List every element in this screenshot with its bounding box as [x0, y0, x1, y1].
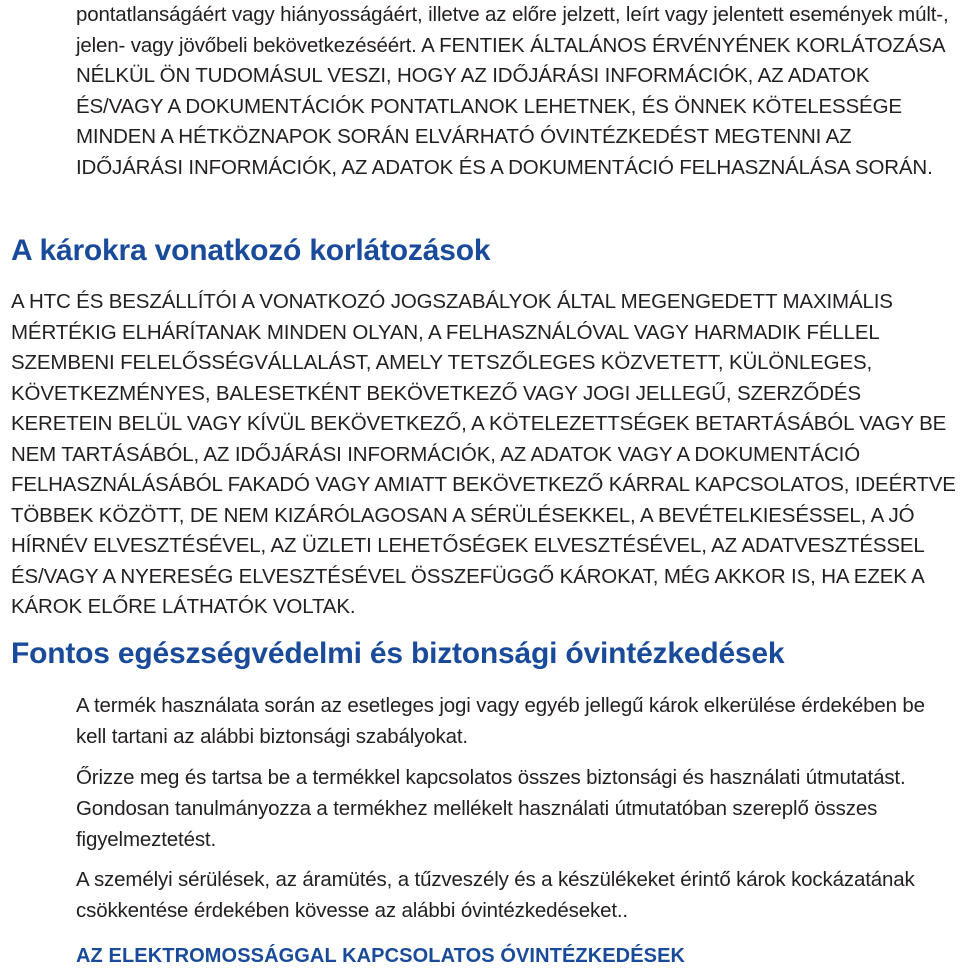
intro-paragraph: pontatlanságáért vagy hiányosságáért, illetve az előre jelzett, leírt vagy jelentett események múlt-, jelen- vagy jövőbeli bekövetkezéséért. A FENTIEK ÁLTALÁNOS ÉRVÉNYÉNEK KORLÁTOZÁSA NÉLKÜL ÖN TUDOMÁSUL VESZI, HOGY AZ IDŐJÁRÁSI INFORMÁCIÓK, AZ ADATOK ÉS/VAGY A DOKUMENTÁCIÓK PONTATLANOK LEHETNEK, ÉS ÖNNEK KÖTELESSÉGE MINDEN A HÉTKÖZNAPOK SORÁN ELVÁRHATÓ ÓVINTÉZKEDÉST MEGTENNI AZ IDŐJÁRÁSI INFORMÁCIÓK, AZ ADATOK ÉS A DOKUMENTÁCIÓ FELHASZNÁLÁSA SORÁN. [76, 3, 949, 179]
safety-paragraph-2: Őrizze meg és tartsa be a termékkel kapcsolatos összes biztonsági és használati útmutatást. Gondosan tanulmányozza a termékhez mellékelt használati útmutatóban szereplő összes figyelmeztetést. [76, 766, 906, 851]
safety-paragraph-1: A termék használata során az esetleges jogi vagy egyéb jellegű károk elkerülése érdekében be kell tartani az alábbi biztonsági szabályokat. [76, 694, 925, 748]
safety-paragraph-3: A személyi sérülések, az áramütés, a tűzveszély és a készülékeket érintő károk kockázatának csökkentése érdekében kövesse az alábbi óvintézkedéseket.. [76, 868, 915, 922]
damages-heading: A károkra vonatkozó korlátozások [11, 234, 491, 267]
safety-heading: Fontos egészségvédelmi és biztonsági óvintézkedések [11, 637, 785, 670]
electrical-precautions-subheading: AZ ELEKTROMOSSÁGGAL KAPCSOLATOS ÓVINTÉZKEDÉSEK [76, 945, 686, 967]
damages-paragraph: A HTC ÉS BESZÁLLÍTÓI A VONATKOZÓ JOGSZABÁLYOK ÁLTAL MEGENGEDETT MAXIMÁLIS MÉRTÉKIG ELHÁRÍTANAK MINDEN OLYAN, A FELHASZNÁLÓVAL VAGY HARMADIK FÉLLEL SZEMBENI FELELŐSSÉGVÁLLALÁST, AMELY TETSZŐLEGES KÖZVETETT, KÜLÖNLEGES, KÖVETKEZMÉNYES, BALESETKÉNT BEKÖVETKEZŐ VAGY JOGI JELLEGŰ, SZERZŐDÉS KERETEIN BELÜL VAGY KÍVÜL BEKÖVETKEZŐ, A KÖTELEZETTSÉGEK BETARTÁSÁBÓL VAGY BE NEM TARTÁSÁBÓL, AZ IDŐJÁRÁSI INFORMÁCIÓK, AZ ADATOK VAGY A DOKUMENTÁCIÓ FELHASZNÁLÁSÁBÓL FAKADÓ VAGY AMIATT BEKÖVETKEZŐ KÁRRAL KAPCSOLATOS, IDEÉRTVE TÖBBEK KÖZÖTT, DE NEM KIZÁRÓLAGOSAN A SÉRÜLÉSEKKEL, A BEVÉTELKIESÉSSEL, A JÓ HÍRNÉV ELVESZTÉSÉVEL, AZ ÜZLETI LEHETŐSÉGEK ELVESZTÉSÉVEL, AZ ADATVESZTÉSSEL ÉS/VAGY A NYERESÉG ELVESZTÉSÉVEL ÖSSZEFÜGGŐ KÁROKAT, MÉG AKKOR IS, HA EZEK A KÁROK ELŐRE LÁTHATÓK VOLTAK. [11, 290, 956, 618]
